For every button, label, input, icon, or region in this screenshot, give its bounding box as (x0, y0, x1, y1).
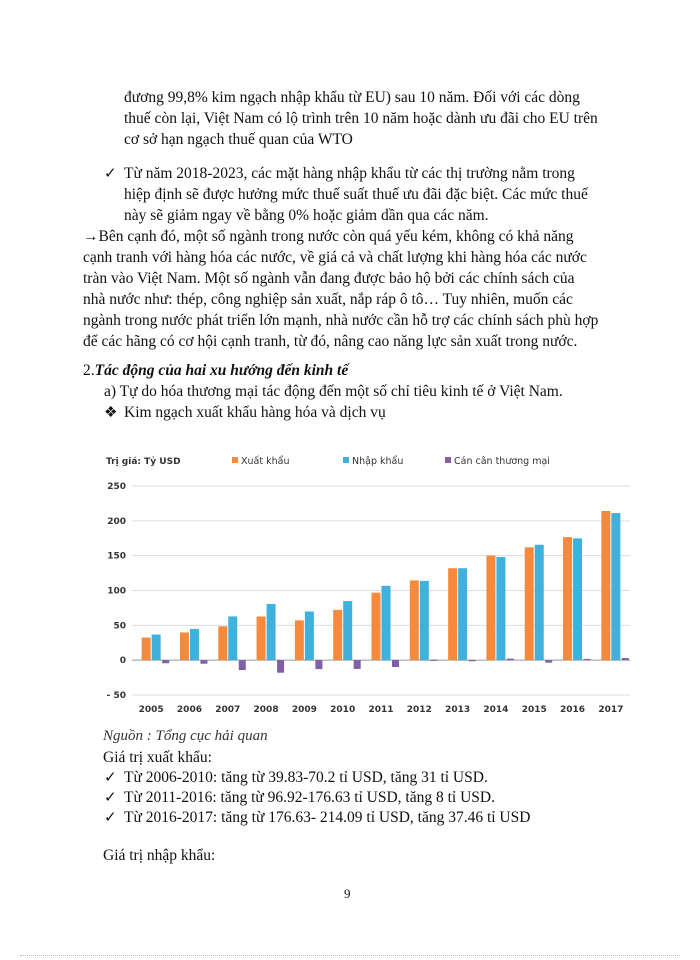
bar-export (448, 568, 457, 660)
subsection-b: Kim ngạch xuất khẩu hàng hóa và dịch vụ (124, 404, 386, 421)
chart-source: Nguồn : Tổng cục hải quan (103, 728, 268, 744)
bar-balance (239, 660, 246, 670)
page-number: 9 (344, 886, 351, 901)
bar-balance (584, 659, 591, 660)
import-label: Giá trị nhập khẩu: (103, 847, 216, 864)
x-tick-label: 2013 (445, 705, 471, 715)
page-bottom-rule (20, 955, 680, 956)
bar-export (180, 632, 189, 660)
x-tick-label: 2010 (330, 705, 356, 715)
paragraph-2-line-1: Từ năm 2018-2023, các mặt hàng nhập khẩu từ các thị trường nằm trong (124, 165, 575, 182)
paragraph-2-line-2: hiệp định sẽ được hưởng mức thuế suất thuế ưu đãi đặc biệt. Các mức thuế (124, 186, 588, 203)
y-tick-label: - 50 (106, 691, 126, 701)
bar-export (525, 547, 534, 660)
x-tick-label: 2005 (138, 705, 164, 715)
section-heading (83, 361, 348, 381)
bar-balance (315, 660, 322, 669)
bar-export (563, 537, 572, 660)
bar-balance (507, 659, 514, 661)
paragraph-3-line-3: tràn vào Việt Nam. Một số ngành vẫn đang được bảo hộ bởi các chính sách của (83, 270, 575, 287)
bar-import (611, 513, 620, 660)
paragraph-1-line-2: thuế còn lại, Việt Nam có lộ trình trên 10 năm hoặc dành ưu đãi cho EU trên (124, 110, 598, 127)
y-tick-label: 200 (107, 516, 126, 527)
section-title: Tác động của hai xu hướng đến kinh tế (94, 362, 349, 379)
bar-import (190, 629, 199, 660)
bar-import (305, 611, 314, 660)
legend-label: Cán cân thương mại (454, 456, 550, 467)
bar-balance (392, 660, 399, 667)
paragraph-3-line-5: ngành trong nước phát triển lớn mạnh, nhà nước cần hỗ trợ các chính sách phù hợp (83, 312, 599, 329)
check-bullet-icon: ✓ (104, 790, 117, 806)
bar-import (420, 581, 429, 660)
y-axis-label: Trị giá: Tỷ USD (106, 457, 181, 467)
x-tick-label: 2015 (521, 705, 547, 715)
x-tick-label: 2008 (253, 705, 279, 715)
export-label: Giá trị xuất khẩu: (103, 749, 212, 766)
paragraph-3-line-2: cạnh tranh với hàng hóa các nước, về giá cả và chất lượng khi hàng hóa các nước (83, 249, 587, 266)
x-tick-label: 2016 (560, 705, 586, 715)
bar-import (228, 616, 237, 660)
legend-swatch (445, 457, 451, 463)
y-tick-label: 100 (107, 586, 126, 597)
bar-export (257, 616, 266, 660)
bar-export (142, 638, 151, 661)
section-number: 2. (83, 362, 95, 379)
x-tick-label: 2012 (406, 705, 432, 715)
export-item-1: Từ 2006-2010: tăng từ 39.83-70.2 tỉ USD, tăng 31 tỉ USD. (124, 769, 488, 786)
bar-import (458, 568, 467, 660)
y-tick-label: 0 (119, 656, 126, 667)
diamond-bullet-icon: ❖ (104, 405, 118, 421)
export-item-2: Từ 2011-2016: tăng từ 96.92-176.63 tỉ USD, tăng 8 tỉ USD. (124, 789, 495, 806)
bar-export (601, 511, 610, 660)
bar-balance (469, 660, 476, 661)
bar-balance (277, 660, 284, 673)
bar-balance (545, 660, 552, 663)
x-tick-label: 2006 (176, 705, 202, 715)
legend-label: Nhập khẩu (352, 456, 404, 467)
legend-label: Xuất khẩu (241, 456, 290, 467)
bar-balance (622, 658, 629, 660)
check-bullet-icon: ✓ (104, 810, 117, 826)
bar-balance (354, 660, 361, 669)
legend-swatch (343, 457, 349, 463)
bar-import (535, 545, 544, 660)
bar-export (333, 610, 342, 660)
x-tick-label: 2007 (215, 705, 241, 715)
bar-import (343, 601, 352, 660)
x-tick-label: 2011 (368, 705, 394, 715)
chart-svg (100, 445, 640, 725)
x-tick-label: 2014 (483, 705, 509, 715)
paragraph-2-line-3: này sẽ giảm ngay về bằng 0% hoặc giảm dần qua các năm. (124, 207, 489, 224)
export-item-3: Từ 2016-2017: tăng từ 176.63- 214.09 tỉ USD, tăng 37.46 tỉ USD (124, 809, 531, 826)
bar-import (382, 586, 391, 660)
x-tick-label: 2017 (598, 705, 624, 715)
y-tick-label: 50 (113, 621, 126, 632)
bar-import (267, 604, 276, 660)
bar-export (372, 593, 381, 661)
bar-balance (162, 660, 169, 663)
bar-balance (430, 660, 437, 661)
legend-swatch (232, 457, 238, 463)
bar-export (410, 580, 419, 660)
bar-import (573, 538, 582, 660)
bar-export (295, 620, 304, 660)
bar-export (486, 556, 495, 661)
bar-import (496, 557, 505, 660)
bar-import (152, 635, 161, 661)
bar-balance (200, 660, 207, 664)
y-tick-label: 150 (107, 551, 126, 562)
trade-chart (100, 445, 640, 725)
x-tick-label: 2009 (291, 705, 317, 715)
paragraph-1-line-1: đương 99,8% kim ngạch nhập khẩu từ EU) sau 10 năm. Đối với các dòng (124, 89, 580, 106)
subsection-a: a) Tự do hóa thương mại tác động đến một số chỉ tiêu kinh tế ở Việt Nam. (104, 383, 563, 400)
paragraph-3-line-4: nhà nước như: thép, công nghiệp sản xuất, nắp ráp ô tô… Tuy nhiên, muốn các (83, 291, 573, 308)
paragraph-3-line-1: →Bên cạnh đó, một số ngành trong nước còn quá yếu kém, không có khả năng (83, 228, 574, 245)
paragraph-3-line-6: để các hãng có cơ hội cạnh tranh, từ đó, nâng cao năng lực sản xuất trong nước. (83, 333, 578, 350)
paragraph-1-line-3: cơ sở hạn ngạch thuế quan của WTO (124, 131, 353, 148)
check-bullet-icon: ✓ (104, 770, 117, 786)
bar-export (218, 626, 227, 660)
y-tick-label: 250 (107, 482, 126, 492)
check-bullet-icon: ✓ (104, 166, 117, 182)
